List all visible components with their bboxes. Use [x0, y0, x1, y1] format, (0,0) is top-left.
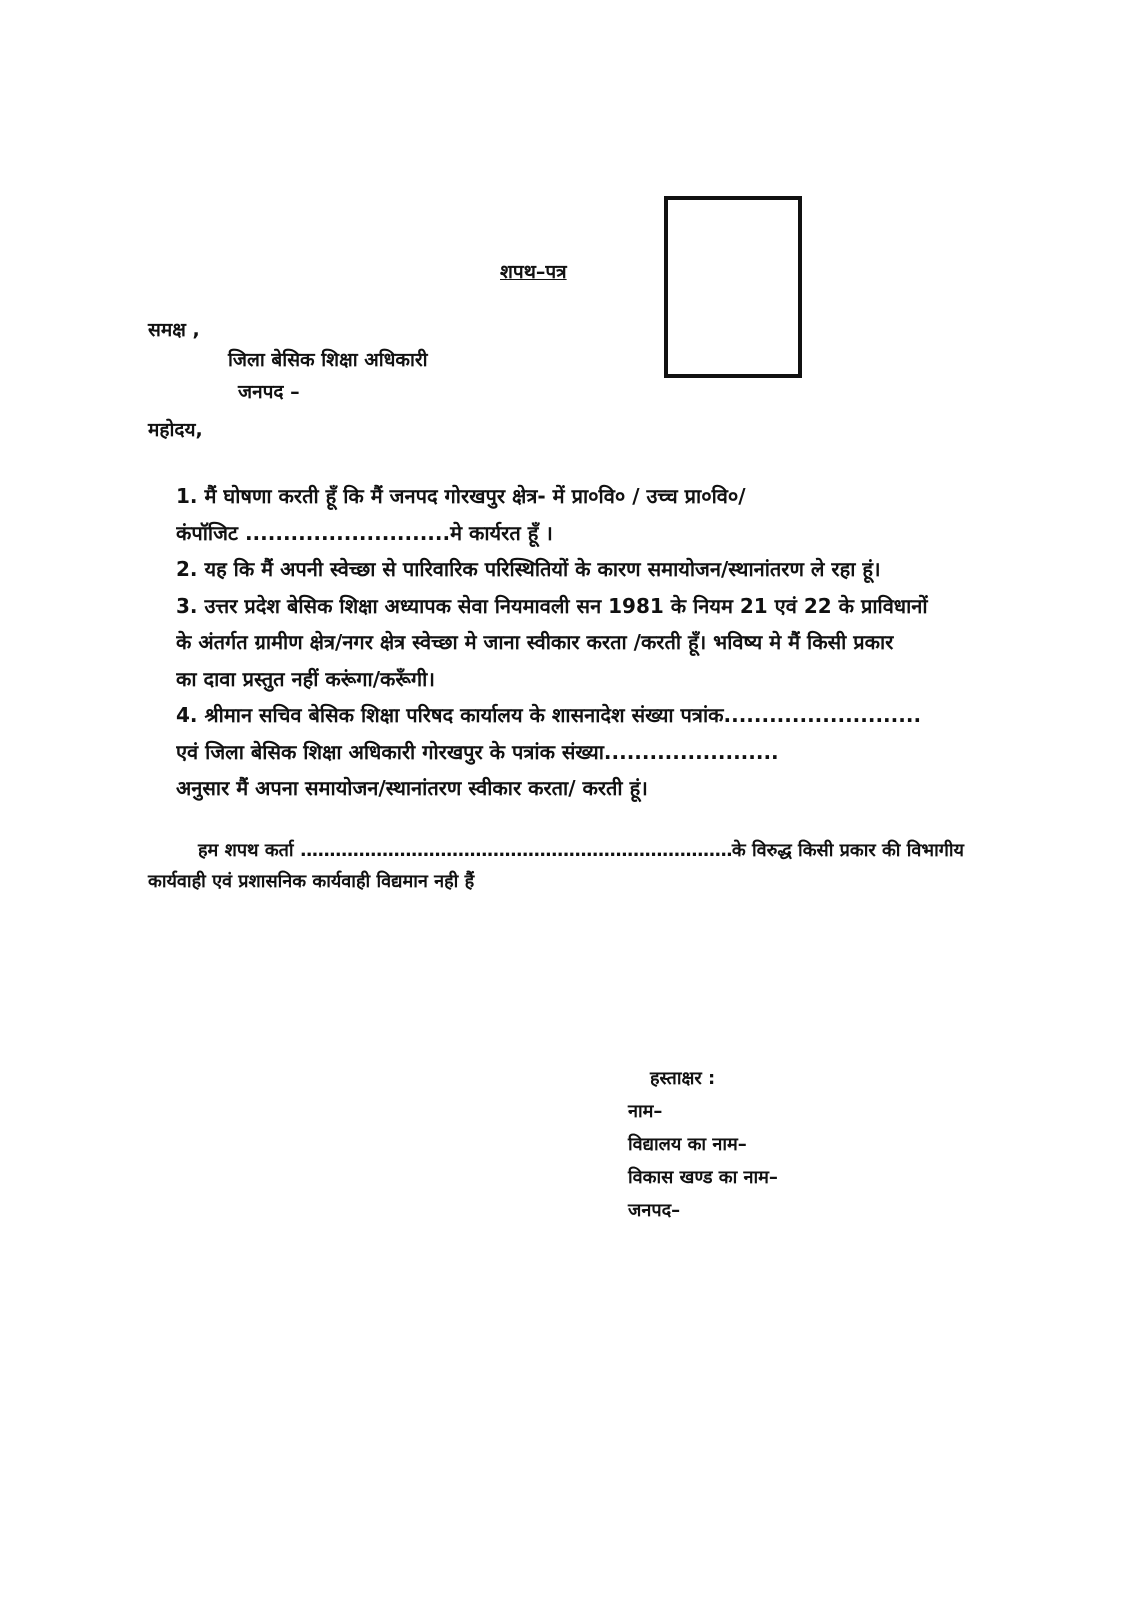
- oath-suffix: के विरुद्ध किसी प्रकार की विभागीय: [731, 840, 964, 861]
- school-name-label: विद्यालय का नाम–: [628, 1134, 747, 1155]
- declaration-line: के अंतर्गत ग्रामीण क्षेत्र/नगर क्षेत्र स्वेच्छा मे जाना स्वीकार करता /करती हूँ। भविष्य मे मैं किसी प्रकार: [176, 630, 894, 654]
- declaration-line: 3. उत्तर प्रदेश बेसिक शिक्षा अध्यापक सेवा नियमावली सन 1981 के नियम 21 एवं 22 के प्राविधानों: [176, 593, 928, 618]
- signature-label: हस्ताक्षर :: [650, 1068, 716, 1089]
- declaration-points: [176, 478, 1006, 807]
- declaration-line: का दावा प्रस्तुत नहीं करूंगा/करूँगी।: [176, 666, 435, 691]
- photo-box: [664, 196, 802, 378]
- address-samaksh: समक्ष ,: [148, 319, 200, 341]
- declaration-line: 4. श्रीमान सचिव बेसिक शिक्षा परिषद कार्यालय के शासनादेश संख्या पत्रांक..........................: [176, 703, 922, 727]
- oath-statement: [198, 838, 964, 862]
- declaration-line: अनुसार मैं अपना समायोजन/स्थानांतरण स्वीकार करता/ करती हूं।: [176, 776, 648, 800]
- signature-block: [628, 1062, 778, 1227]
- oath-continuation: कार्यवाही एवं प्रशासनिक कार्यवाही विद्यमान नही हैं: [148, 871, 475, 892]
- oath-prefix: हम शपथ कर्ता: [198, 840, 294, 861]
- address-janpad: जनपद –: [238, 381, 300, 403]
- oath-name-blank: ..........................................................................: [299, 840, 732, 861]
- declaration-line: 1. मैं घोषणा करती हूँ कि मैं जनपद गोरखपुर क्षेत्र- में प्रा०वि० / उच्च प्रा०वि०/: [176, 484, 746, 508]
- salutation: महोदय,: [148, 419, 203, 441]
- declaration-line: 2. यह कि मैं अपनी स्वेच्छा से पारिवारिक परिस्थितियों के कारण समायोजन/स्थानांतरण ले रहा हूं।: [176, 557, 881, 581]
- name-label: नाम–: [628, 1101, 663, 1122]
- declaration-line: एवं जिला बेसिक शिक्षा अधिकारी गोरखपुर के पत्रांक संख्या.......................: [176, 739, 779, 764]
- district-label: जनपद–: [628, 1200, 681, 1221]
- address-officer: जिला बेसिक शिक्षा अधिकारी: [228, 349, 428, 371]
- development-block-label: विकास खण्ड का नाम–: [628, 1167, 778, 1188]
- declaration-line: कंपॉजिट ...........................मे कार्यरत हूँ ।: [176, 520, 553, 545]
- document-title: शपथ–पत्र: [500, 261, 567, 283]
